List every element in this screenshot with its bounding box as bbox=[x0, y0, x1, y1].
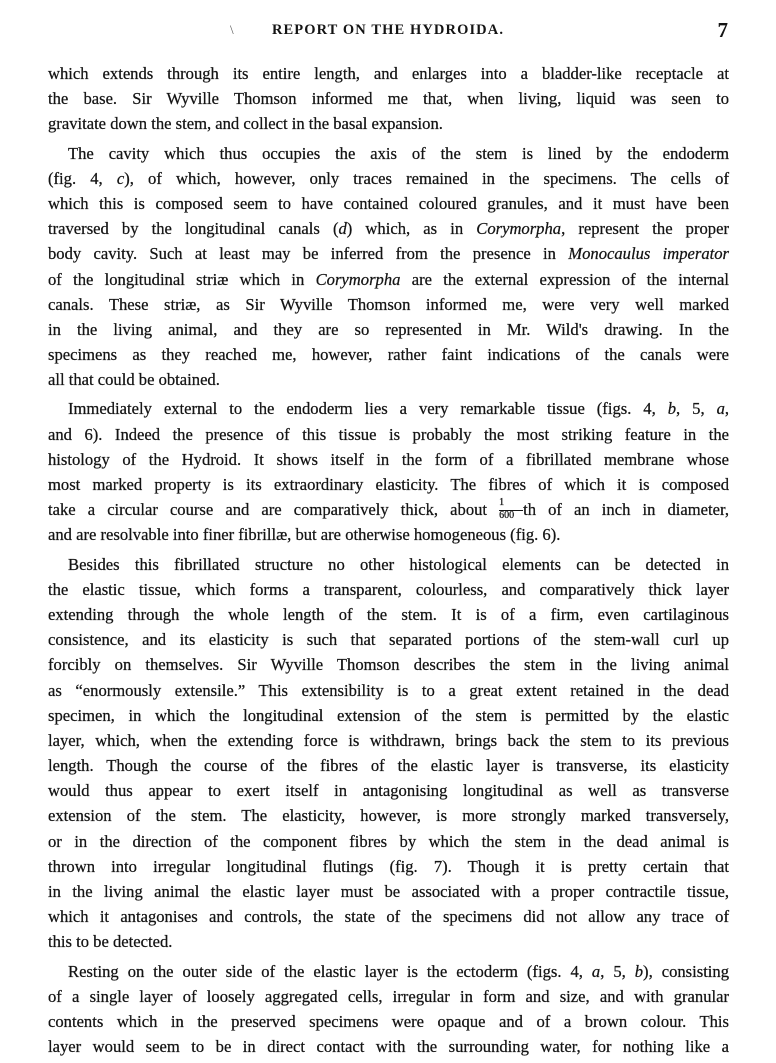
text-line bbox=[48, 1034, 729, 1059]
text-line bbox=[48, 141, 729, 166]
text-line bbox=[48, 241, 729, 266]
paragraph bbox=[48, 552, 729, 955]
text-line bbox=[48, 627, 729, 652]
text-line bbox=[48, 728, 729, 753]
body-text bbox=[48, 61, 729, 1063]
text-segment: , bbox=[724, 399, 730, 419]
text-segment: of the longitudinal striæ which in bbox=[48, 269, 316, 289]
running-title: REPORT ON THE HYDROIDA. bbox=[271, 22, 505, 38]
paragraph bbox=[48, 396, 729, 547]
text-line bbox=[48, 191, 729, 216]
text-line bbox=[48, 422, 729, 447]
text-segment: ), consisting bbox=[643, 961, 730, 981]
text-segment: take a circular course and are comparatively thick, about bbox=[48, 500, 500, 520]
text-line bbox=[48, 292, 729, 317]
text-segment: traversed by the longitudinal canals ( bbox=[48, 219, 339, 239]
text-segment: would thus appear to exert itself in antagonising longitudinal as well as transverse bbox=[48, 781, 729, 801]
text-segment: th of an inch in diameter, bbox=[523, 500, 730, 520]
text-line bbox=[48, 904, 729, 929]
text-segment: , represent the proper bbox=[561, 219, 729, 239]
italic-text: Corymorpha bbox=[476, 219, 562, 239]
fraction bbox=[499, 497, 523, 522]
text-segment: , 5, bbox=[676, 399, 717, 419]
text-segment: and are resolvable into finer fibrillæ, but are otherwise homogeneous (fig. 6). bbox=[48, 525, 561, 545]
text-segment: consistence, and its elasticity is such that separated portions of the stem-wall curl up bbox=[48, 630, 729, 650]
text-segment: which extends through its entire length, and enlarges into a bladder-like receptacle at bbox=[48, 64, 729, 83]
text-segment: of a single layer of loosely aggregated cells, irregular in form and size, and with granular bbox=[48, 986, 729, 1006]
text-segment: extending through the whole length of the stem. It is of a firm, even cartilaginous bbox=[48, 604, 729, 624]
text-line bbox=[48, 317, 729, 342]
text-line bbox=[48, 984, 729, 1009]
text-segment: (fig. 4, bbox=[48, 168, 117, 188]
text-line bbox=[48, 652, 729, 677]
text-segment: , 5, bbox=[600, 961, 635, 981]
text-segment: histology of the Hydroid. It shows itself in the form of a fibrillated membrane whose bbox=[48, 449, 729, 469]
text-line bbox=[48, 396, 729, 421]
text-segment: or in the direction of the component fibres by which the stem in the dead animal is bbox=[48, 831, 729, 851]
italic-text: a bbox=[716, 399, 725, 419]
italic-text: b bbox=[634, 961, 644, 981]
text-segment: are the external expression of the internal bbox=[400, 269, 729, 289]
text-line bbox=[48, 803, 729, 828]
text-segment: ) which, as in bbox=[346, 219, 477, 239]
text-line bbox=[48, 166, 729, 191]
text-line bbox=[48, 267, 729, 292]
fraction-denominator: 600 bbox=[499, 510, 523, 520]
italic-text: c bbox=[116, 168, 125, 188]
text-line bbox=[48, 602, 729, 627]
text-segment: all that could be obtained. bbox=[48, 370, 220, 390]
text-segment: forcibly on themselves. Sir Wyville Thomson describes the stem in the living animal bbox=[48, 655, 729, 675]
text-line bbox=[48, 879, 729, 904]
text-segment: which this is composed seem to have contained coloured granules, and it must have been bbox=[48, 193, 729, 213]
text-segment: the base. Sir Wyville Thomson informed me that, when living, liquid was seen to bbox=[48, 89, 729, 109]
text-segment: body cavity. Such at least may be inferred from the presence in bbox=[48, 244, 569, 264]
text-segment: ), of which, however, only traces remained in the specimens. The cells of bbox=[124, 168, 729, 188]
text-line bbox=[48, 342, 729, 367]
text-line bbox=[48, 678, 729, 703]
text-segment: layer, which, when the extending force is withdrawn, brings back the stem to its previous bbox=[48, 730, 729, 750]
text-line bbox=[48, 472, 729, 497]
text-segment: length. Though the course of the fibres of the elastic layer is transverse, its elasticity bbox=[48, 756, 729, 776]
paragraph bbox=[48, 61, 729, 137]
text-segment: specimen, in which the longitudinal extension of the stem is permitted by the elastic bbox=[48, 705, 729, 725]
text-line bbox=[48, 829, 729, 854]
text-segment: gravitate down the stem, and collect in the basal expansion. bbox=[48, 114, 443, 134]
text-segment: Resting on the outer side of the elastic layer is the ectoderm (figs. 4, bbox=[68, 961, 592, 981]
paragraph bbox=[48, 959, 729, 1060]
page-header bbox=[0, 18, 776, 44]
text-segment: canals. These striæ, as Sir Wyville Thomson informed me, were very well marked bbox=[48, 294, 729, 314]
text-segment: layer would seem to be in direct contact with the surrounding water, for nothing like a bbox=[48, 1037, 729, 1057]
text-line bbox=[48, 959, 729, 984]
text-line bbox=[48, 86, 729, 111]
text-segment: and 6). Indeed the presence of this tissue is probably the most striking feature in the bbox=[48, 424, 729, 444]
page-number: 7 bbox=[717, 18, 728, 42]
margin-mark: \ bbox=[230, 22, 234, 37]
text-line bbox=[48, 111, 729, 136]
italic-text: a bbox=[591, 961, 601, 981]
text-line bbox=[48, 577, 729, 602]
text-segment: as “enormously extensile.” This extensibility is to a great extent retained in the dead bbox=[48, 680, 729, 700]
text-segment: The cavity which thus occupies the axis of the stem is lined by the endoderm bbox=[68, 143, 729, 163]
italic-text: b bbox=[667, 399, 677, 419]
paragraph bbox=[48, 141, 729, 393]
text-line bbox=[48, 367, 729, 392]
italic-text: Monocaulus imperator bbox=[568, 244, 730, 264]
text-segment: which it antagonises and controls, the state of the specimens did not allow any trace of bbox=[48, 907, 729, 927]
text-line bbox=[48, 703, 729, 728]
text-segment: specimens as they reached me, however, rather faint indications of the canals were bbox=[48, 345, 729, 365]
text-segment: Immediately external to the endoderm lies a very remarkable tissue (figs. 4, bbox=[68, 399, 668, 419]
text-line bbox=[48, 778, 729, 803]
text-segment: in the living animal the elastic layer must be associated with a proper contractile tissue, bbox=[48, 882, 729, 901]
text-line bbox=[48, 447, 729, 472]
text-segment: the elastic tissue, which forms a transparent, colourless, and comparatively thick layer bbox=[48, 579, 729, 599]
text-segment: thrown into irregular longitudinal flutings (fig. 7). Though it is pretty certain that bbox=[48, 856, 729, 876]
text-line bbox=[48, 216, 729, 241]
fraction-numerator: 1 bbox=[499, 497, 505, 509]
text-line bbox=[48, 522, 729, 547]
text-segment: Besides this fibrillated structure no other histological elements can be detected in bbox=[68, 554, 729, 574]
text-line bbox=[48, 1009, 729, 1034]
text-segment: contents which in the preserved specimens were opaque and of a brown colour. This bbox=[48, 1011, 729, 1031]
text-line bbox=[48, 552, 729, 577]
text-segment: extension of the stem. The elasticity, however, is more strongly marked transversely, bbox=[48, 806, 729, 826]
text-segment: in the living animal, and they are so represented in Mr. Wild's drawing. In the bbox=[48, 319, 729, 339]
text-line bbox=[48, 929, 729, 954]
text-line bbox=[48, 497, 729, 522]
text-line bbox=[48, 753, 729, 778]
italic-text: Corymorpha bbox=[315, 269, 401, 289]
text-segment: this to be detected. bbox=[48, 932, 173, 952]
text-line bbox=[48, 61, 729, 86]
italic-text: d bbox=[338, 219, 347, 239]
text-line bbox=[48, 854, 729, 879]
text-segment: most marked property is its extraordinary elasticity. The fibres of which it is composed bbox=[48, 475, 729, 494]
